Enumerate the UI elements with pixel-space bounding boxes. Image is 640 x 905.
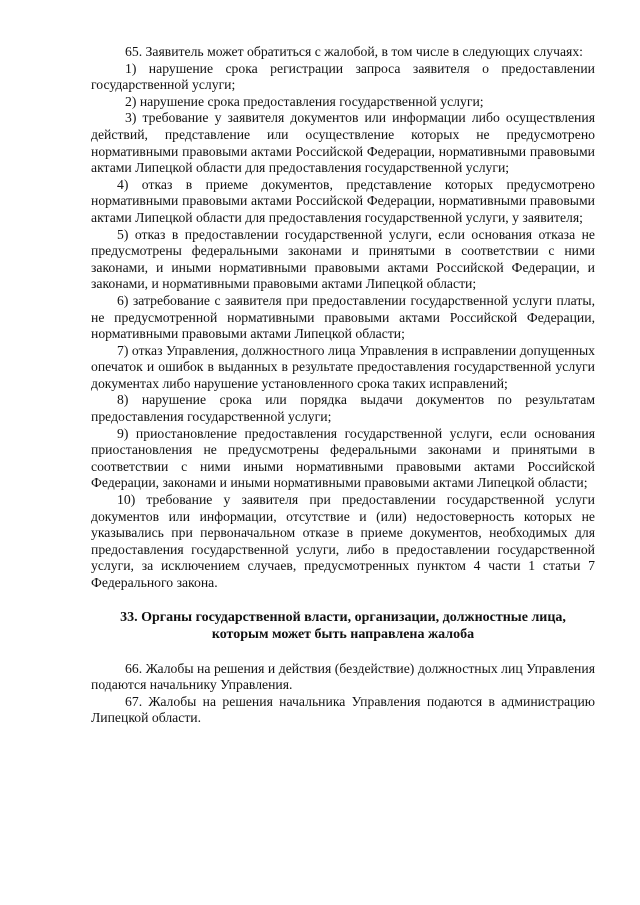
list-item-8: 8) нарушение срока или порядка выдачи документов по результатам предоставления государственной услуги; <box>91 392 595 425</box>
list-item-10: 10) требование у заявителя при предоставлении государственной услуги документов или информации, отсутствие и (или) недостоверность которых не указывались при первоначальном отказе в приеме документов, необходимых для предоставления государственной услуги, либо в предоставлении государственной услуги, за исключением случаев, предусмотренных пунктом 4 части 1 статьи 7 Федерального закона. <box>91 492 595 590</box>
list-item-5: 5) отказ в предоставлении государственной услуги, если основания отказа не предусмотрены федеральными законами и принятыми в соответствии с ними законами, и иными нормативными правовыми актами Российской Федерации, и законами, и нормативными правовыми актами Липецкой области; <box>91 226 595 292</box>
list-item-9: 9) приостановление предоставления государственной услуги, если основания приостановления не предусмотрены федеральными законами и принятыми в соответствии с ними иными нормативными правовыми актами Российской Федерации, законами и иными нормативными правовыми актами Липецкой области; <box>91 425 595 491</box>
list-item-3: 3) требование у заявителя документов или информации либо осуществления действий, представление или осуществление которых не предусмотрено нормативными правовыми актами Российской Федерации, нормативными правовыми актами Липецкой области для предоставления государственной услуги; <box>91 110 595 176</box>
paragraph-67: 67. Жалобы на решения начальника Управления подаются в администрацию Липецкой области. <box>91 693 595 726</box>
paragraph-65: 65. Заявитель может обратиться с жалобой, в том числе в следующих случаях: <box>125 44 583 59</box>
section-heading-33: 33. Органы государственной власти, организации, должностные лица, которым может быть направлена жалоба <box>120 609 566 642</box>
list-item-4: 4) отказ в приеме документов, представление которых предусмотрено нормативными правовыми актами Российской Федерации, нормативными правовыми актами Липецкой области для предоставления государственной услуги, у заявителя; <box>91 176 595 225</box>
list-item-7: 7) отказ Управления, должностного лица Управления в исправлении допущенных опечаток и ошибок в выданных в результате предоставления государственной услуги документах либо нарушение установленного срока таких исправлений; <box>91 342 595 391</box>
paragraph-66: 66. Жалобы на решения и действия (бездействие) должностных лиц Управления подаются начальнику Управления. <box>91 660 595 693</box>
list-item-6: 6) затребование с заявителя при предоставлении государственной услуги платы, не предусмотренной нормативными правовыми актами Российской Федерации, нормативными правовыми актами Липецкой области; <box>91 292 595 342</box>
document-body <box>91 44 595 727</box>
list-item-1: 1) нарушение срока регистрации запроса заявителя о предоставлении государственной услуги; <box>91 60 595 93</box>
list-item-2: 2) нарушение срока предоставления государственной услуги; <box>125 93 484 109</box>
